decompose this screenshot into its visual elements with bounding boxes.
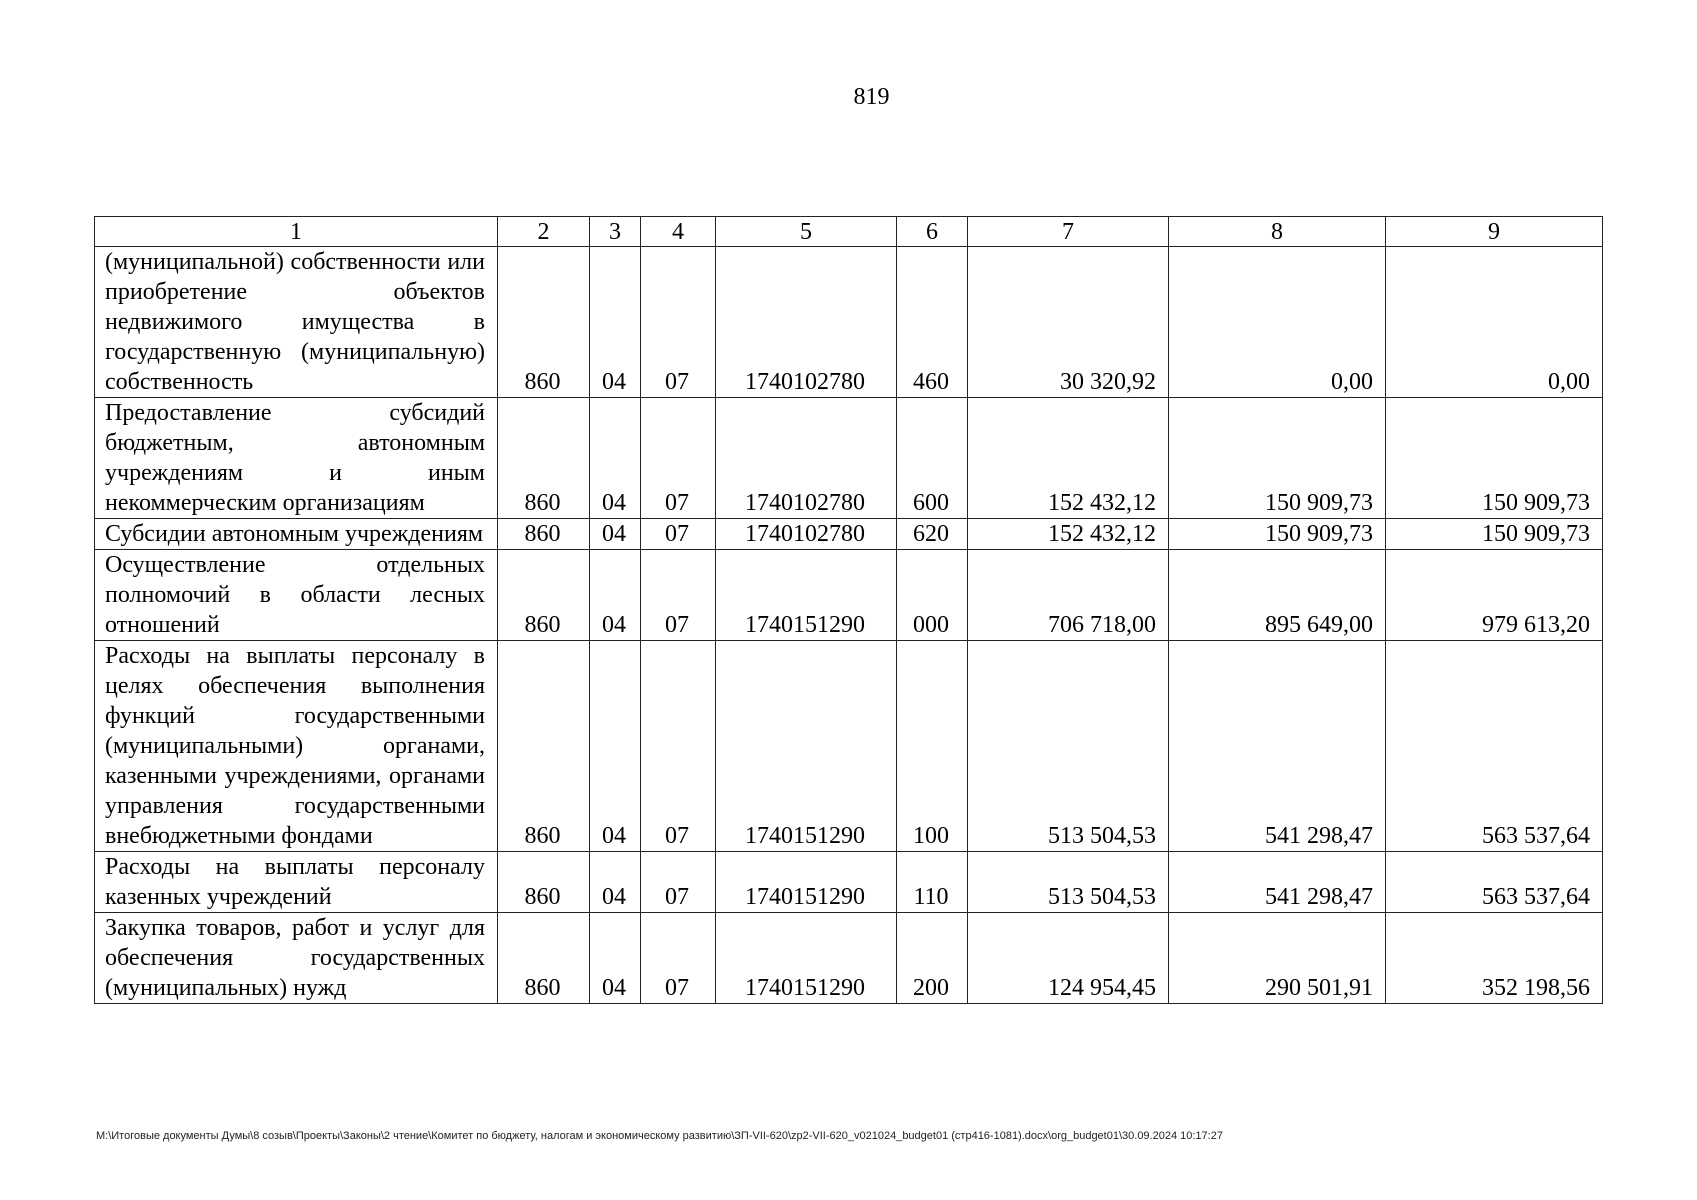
cell-col7: 513 504,53 [968, 852, 1169, 913]
cell-col2: 860 [498, 641, 590, 852]
cell-col2: 860 [498, 550, 590, 641]
cell-col7: 124 954,45 [968, 913, 1169, 1004]
cell-col4: 07 [641, 398, 716, 519]
cell-col7: 513 504,53 [968, 641, 1169, 852]
cell-col9: 563 537,64 [1386, 852, 1603, 913]
column-header-8: 8 [1169, 217, 1386, 247]
cell-col5: 1740102780 [716, 398, 897, 519]
column-header-7: 7 [968, 217, 1169, 247]
cell-col2: 860 [498, 852, 590, 913]
table-row [95, 913, 1603, 1004]
cell-col7: 152 432,12 [968, 398, 1169, 519]
cell-col7: 152 432,12 [968, 519, 1169, 550]
table-row [95, 398, 1603, 519]
row-name: Расходы на выплаты персоналу в целях обеспечения выполнения функций государственными (муниципальными) органами, казенными учреждениями, органами управления государственными внебюджетными фондами [95, 641, 498, 852]
table-row [95, 247, 1603, 398]
cell-col6: 460 [897, 247, 968, 398]
cell-col6: 100 [897, 641, 968, 852]
cell-col6: 600 [897, 398, 968, 519]
row-name: Осуществление отдельных полномочий в области лесных отношений [95, 550, 498, 641]
column-header-3: 3 [590, 217, 641, 247]
budget-table [94, 216, 1603, 1004]
cell-col7: 30 320,92 [968, 247, 1169, 398]
cell-col5: 1740151290 [716, 550, 897, 641]
row-name: (муниципальной) собственности или приобретение объектов недвижимого имущества в государственную (муниципальную) собственность [95, 247, 498, 398]
cell-col6: 000 [897, 550, 968, 641]
column-header-4: 4 [641, 217, 716, 247]
column-header-1: 1 [95, 217, 498, 247]
cell-col9: 150 909,73 [1386, 519, 1603, 550]
cell-col8: 541 298,47 [1169, 641, 1386, 852]
cell-col4: 07 [641, 550, 716, 641]
cell-col4: 07 [641, 247, 716, 398]
row-name: Закупка товаров, работ и услуг для обеспечения государственных (муниципальных) нужд [95, 913, 498, 1004]
row-name: Субсидии автономным учреждениям [95, 519, 498, 550]
cell-col3: 04 [590, 550, 641, 641]
cell-col3: 04 [590, 641, 641, 852]
cell-col3: 04 [590, 913, 641, 1004]
cell-col9: 0,00 [1386, 247, 1603, 398]
column-header-2: 2 [498, 217, 590, 247]
cell-col8: 0,00 [1169, 247, 1386, 398]
column-header-5: 5 [716, 217, 897, 247]
cell-col5: 1740102780 [716, 519, 897, 550]
table-header-row [95, 217, 1603, 247]
cell-col3: 04 [590, 398, 641, 519]
cell-col5: 1740151290 [716, 852, 897, 913]
cell-col6: 110 [897, 852, 968, 913]
table-row [95, 550, 1603, 641]
cell-col9: 979 613,20 [1386, 550, 1603, 641]
row-name: Предоставление субсидий бюджетным, автономным учреждениям и иным некоммерческим организациям [95, 398, 498, 519]
cell-col8: 150 909,73 [1169, 519, 1386, 550]
document-path-footer: M:\Итоговые документы Думы\8 созыв\Проекты\Законы\2 чтение\Комитет по бюджету, налогам и экономическому развитию\ЗП-VII-620\zp2-VII-620_v021024_budget01 (стр416-1081).docx\org_budget01\30.09.2024 10:17:27 [96, 1130, 1223, 1142]
cell-col2: 860 [498, 519, 590, 550]
table-row [95, 852, 1603, 913]
cell-col5: 1740151290 [716, 641, 897, 852]
cell-col2: 860 [498, 913, 590, 1004]
cell-col4: 07 [641, 913, 716, 1004]
table-row [95, 519, 1603, 550]
table-row [95, 641, 1603, 852]
cell-col7: 706 718,00 [968, 550, 1169, 641]
cell-col9: 563 537,64 [1386, 641, 1603, 852]
cell-col4: 07 [641, 519, 716, 550]
cell-col3: 04 [590, 852, 641, 913]
cell-col3: 04 [590, 247, 641, 398]
column-header-6: 6 [897, 217, 968, 247]
cell-col5: 1740151290 [716, 913, 897, 1004]
cell-col9: 352 198,56 [1386, 913, 1603, 1004]
cell-col6: 620 [897, 519, 968, 550]
cell-col2: 860 [498, 247, 590, 398]
cell-col9: 150 909,73 [1386, 398, 1603, 519]
cell-col3: 04 [590, 519, 641, 550]
row-name: Расходы на выплаты персоналу казенных учреждений [95, 852, 498, 913]
cell-col8: 541 298,47 [1169, 852, 1386, 913]
page-number: 819 [853, 84, 890, 110]
cell-col5: 1740102780 [716, 247, 897, 398]
cell-col8: 150 909,73 [1169, 398, 1386, 519]
cell-col4: 07 [641, 641, 716, 852]
cell-col4: 07 [641, 852, 716, 913]
cell-col8: 895 649,00 [1169, 550, 1386, 641]
cell-col8: 290 501,91 [1169, 913, 1386, 1004]
cell-col2: 860 [498, 398, 590, 519]
column-header-9: 9 [1386, 217, 1603, 247]
cell-col6: 200 [897, 913, 968, 1004]
